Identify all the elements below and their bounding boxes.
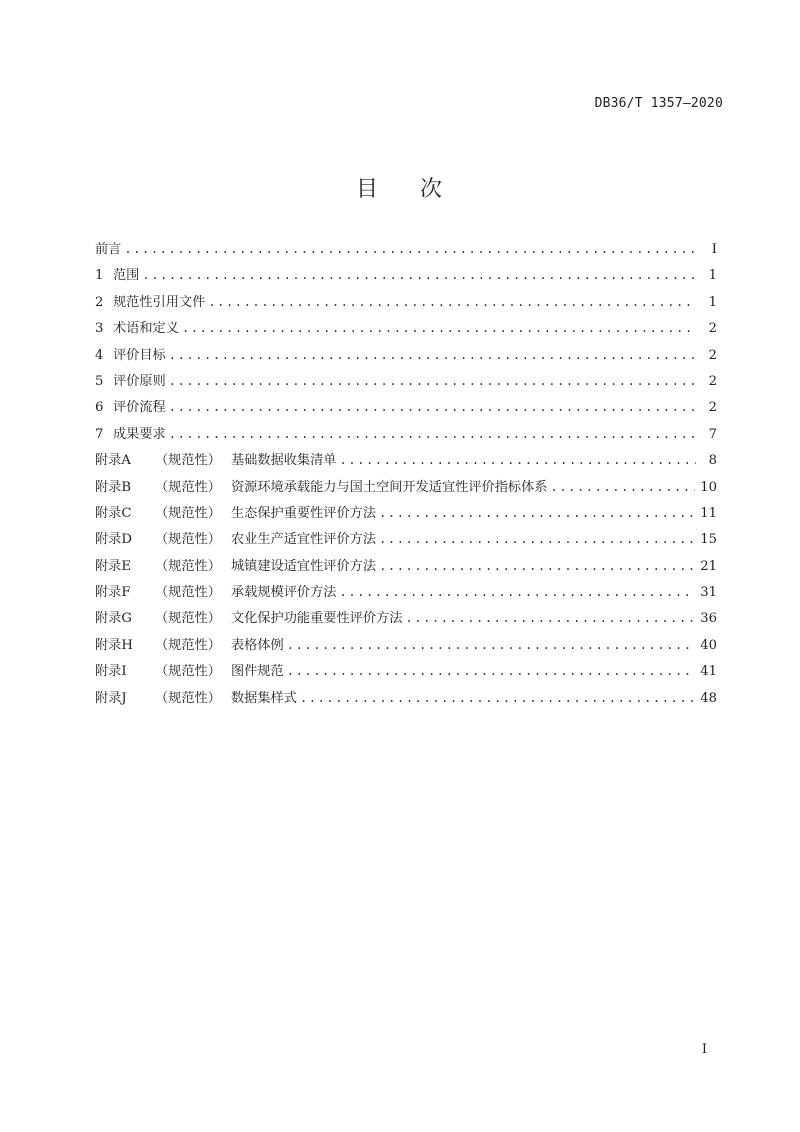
- toc-page-number: 2: [708, 400, 717, 416]
- toc-entry-title: 基础数据收集清单: [231, 453, 337, 469]
- toc-page-number: 36: [700, 611, 717, 627]
- toc-appendix-label: 附录I: [95, 664, 127, 680]
- toc-appendix-label: 附录C: [95, 505, 132, 521]
- toc-page-number: 8: [708, 453, 717, 469]
- toc-entry[interactable]: [95, 423, 717, 449]
- toc-entry-title: 城镇建设适宜性评价方法: [231, 558, 377, 574]
- toc-dot-leader: [287, 664, 695, 678]
- toc-normative-label: （规范性）: [155, 611, 221, 627]
- toc-page-number: 2: [708, 373, 717, 389]
- toc-dot-leader: [287, 638, 695, 652]
- toc-appendix-label: 附录J: [95, 690, 127, 706]
- toc-entry[interactable]: [95, 449, 717, 475]
- toc-entry[interactable]: [95, 317, 717, 343]
- toc-entry[interactable]: [95, 634, 717, 660]
- toc-normative-label: （规范性）: [155, 505, 221, 521]
- toc-normative-label: （规范性）: [155, 479, 221, 495]
- toc-normative-label: （规范性）: [155, 690, 221, 706]
- toc-section-number: 7: [95, 426, 104, 442]
- toc-section-number: 4: [95, 347, 104, 363]
- toc-entry[interactable]: [95, 476, 717, 502]
- toc-normative-label: （规范性）: [155, 532, 221, 548]
- toc-dot-leader: [340, 453, 697, 467]
- title-char-2: 次: [420, 177, 445, 202]
- toc-page-number: I: [711, 242, 717, 257]
- toc-dot-leader: [551, 480, 696, 494]
- toc-dot-leader: [169, 374, 696, 388]
- toc-dot-leader: [379, 532, 695, 546]
- toc-entry[interactable]: [95, 555, 717, 581]
- toc-page-number: 7: [708, 426, 717, 442]
- toc-page-number: 10: [700, 479, 717, 495]
- toc-dot-leader: [169, 427, 696, 441]
- toc-normative-label: （规范性）: [155, 453, 221, 469]
- toc-page-number: 21: [700, 558, 717, 574]
- toc-entry[interactable]: [95, 238, 717, 264]
- toc-page-number: 48: [700, 690, 717, 706]
- toc-entry-title: 前言: [95, 242, 122, 257]
- toc-appendix-label: 附录E: [95, 558, 132, 574]
- toc-page-number: 40: [700, 637, 717, 653]
- toc-entry-title: 表格体例: [231, 637, 284, 653]
- toc-page-number: 15: [700, 532, 717, 548]
- toc-entry[interactable]: [95, 687, 717, 713]
- toc-entry-title: 评价原则: [113, 373, 166, 389]
- toc-entry[interactable]: [95, 291, 717, 317]
- toc-dot-leader: [405, 611, 695, 625]
- toc-entry-title: 评价流程: [113, 400, 166, 416]
- toc-normative-label: （规范性）: [155, 585, 221, 601]
- toc-entry-title: 生态保护重要性评价方法: [231, 505, 377, 521]
- toc-dot-leader: [169, 348, 696, 362]
- toc-page-number: 1: [708, 268, 717, 284]
- toc-dot-leader: [379, 506, 695, 520]
- toc-entry-title: 范围: [113, 268, 140, 284]
- toc-dot-leader: [340, 585, 696, 599]
- toc-entry-title: 农业生产适宜性评价方法: [231, 532, 377, 548]
- toc-entry-title: 术语和定义: [113, 321, 179, 337]
- toc-page-number: 11: [700, 505, 717, 521]
- toc-entry[interactable]: [95, 660, 717, 686]
- toc-entry-title: 图件规范: [231, 664, 284, 680]
- toc-entry[interactable]: [95, 264, 717, 290]
- toc-normative-label: （规范性）: [155, 664, 221, 680]
- table-of-contents: [95, 238, 717, 713]
- toc-section-number: 6: [95, 400, 104, 416]
- toc-entry[interactable]: [95, 581, 717, 607]
- toc-dot-leader: [208, 295, 696, 309]
- title-char-1: 目: [355, 177, 380, 202]
- toc-normative-label: （规范性）: [155, 637, 221, 653]
- toc-normative-label: （规范性）: [155, 558, 221, 574]
- toc-entry-title: 成果要求: [113, 426, 166, 442]
- toc-section-number: 3: [95, 321, 104, 337]
- toc-entry[interactable]: [95, 502, 717, 528]
- toc-entry-title: 规范性引用文件: [113, 294, 206, 310]
- footer-page-number: I: [701, 1042, 707, 1057]
- toc-page-number: 41: [700, 664, 717, 680]
- toc-page-number: 1: [708, 294, 717, 310]
- toc-entry-title: 评价目标: [113, 347, 166, 363]
- toc-page-number: 2: [708, 347, 717, 363]
- toc-appendix-label: 附录H: [95, 637, 133, 653]
- toc-appendix-label: 附录A: [95, 453, 131, 469]
- document-code: DB36/T 1357—2020: [594, 96, 723, 111]
- toc-appendix-label: 附录F: [95, 585, 131, 601]
- toc-entry[interactable]: [95, 396, 717, 422]
- toc-entry-title: 文化保护功能重要性评价方法: [231, 611, 403, 627]
- toc-section-number: 1: [95, 268, 104, 284]
- toc-entry[interactable]: [95, 607, 717, 633]
- toc-entry-title: 承载规模评价方法: [231, 585, 337, 601]
- toc-dot-leader: [379, 559, 695, 573]
- toc-dot-leader: [182, 321, 696, 335]
- toc-entry-title: 数据集样式: [231, 690, 297, 706]
- toc-section-number: 5: [95, 373, 104, 389]
- toc-entry[interactable]: [95, 344, 717, 370]
- toc-dot-leader: [300, 691, 695, 705]
- toc-entry[interactable]: [95, 370, 717, 396]
- toc-dot-leader: [142, 268, 696, 282]
- toc-appendix-label: 附录D: [95, 532, 132, 548]
- toc-entry[interactable]: [95, 528, 717, 554]
- toc-page-number: 2: [708, 321, 717, 337]
- toc-appendix-label: 附录B: [95, 479, 132, 495]
- toc-section-number: 2: [95, 294, 104, 310]
- toc-dot-leader: [124, 242, 696, 256]
- toc-dot-leader: [169, 400, 696, 414]
- page-title: [0, 172, 800, 203]
- toc-page-number: 31: [700, 585, 717, 601]
- toc-appendix-label: 附录G: [95, 611, 132, 627]
- toc-entry-title: 资源环境承载能力与国土空间开发适宜性评价指标体系: [231, 479, 548, 495]
